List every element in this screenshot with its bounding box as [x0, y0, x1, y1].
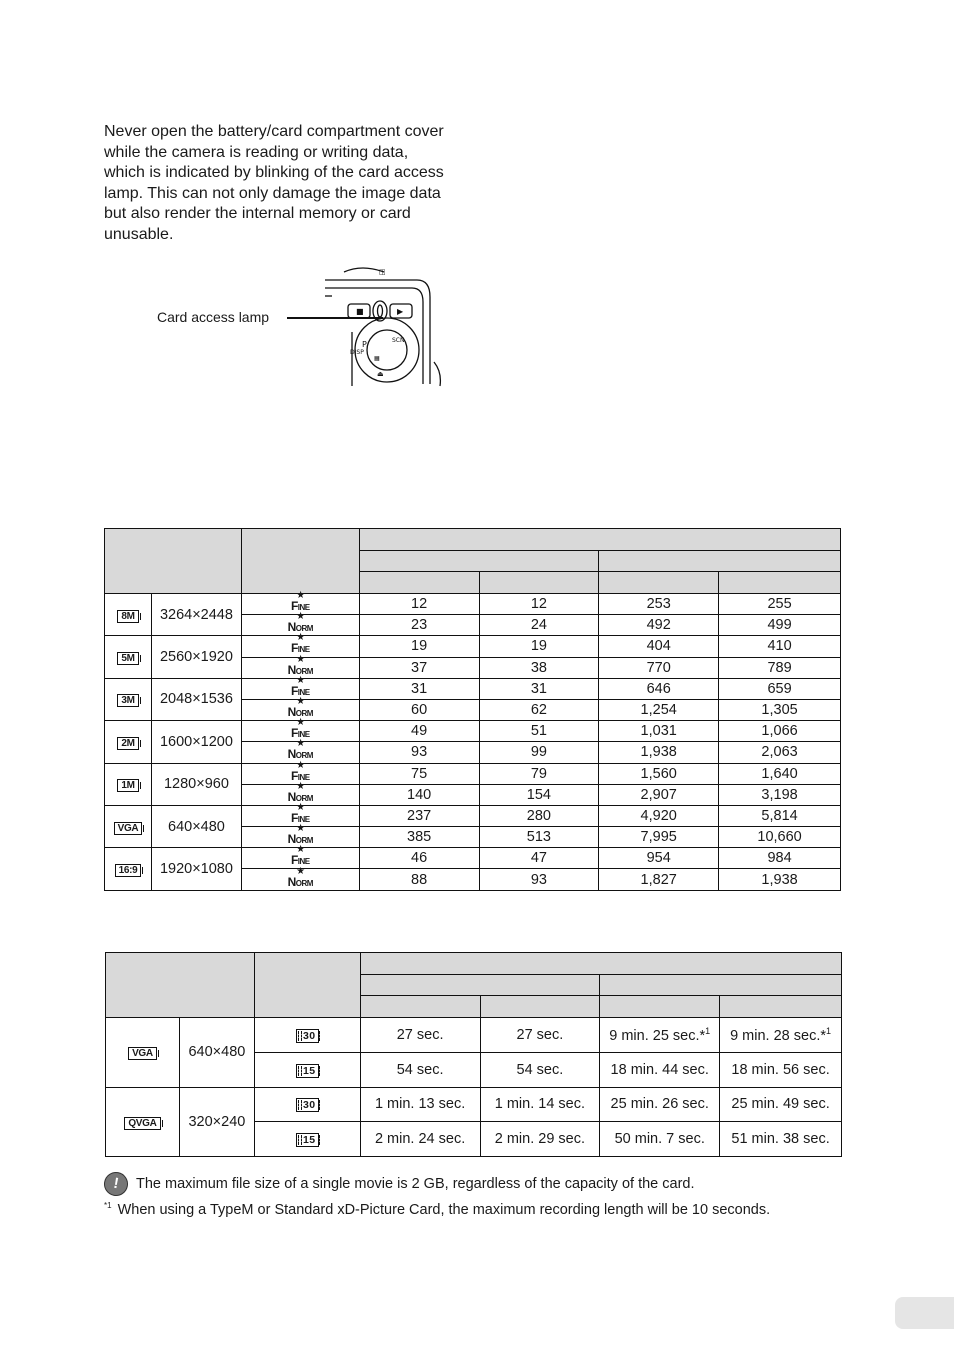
fine-quality-icon: [290, 759, 310, 783]
quality-rest: INE: [297, 772, 310, 782]
camera-illustration: [322, 262, 447, 387]
quality-rest: ORM: [295, 624, 313, 634]
star-icon: ★: [296, 674, 305, 686]
quality-rest: INE: [297, 687, 310, 697]
resolution-cell: 320×240: [179, 1087, 254, 1157]
value-cell: 3,198: [719, 784, 841, 805]
value-cell: 9 min. 25 sec.*$^1$: [600, 1018, 720, 1053]
star-icon: ★: [296, 844, 305, 856]
value-cell: 984: [719, 848, 841, 869]
image-size-icon: 1M: [117, 779, 138, 792]
resolution-cell: 2560×1920: [151, 636, 241, 678]
frame-rate-cell: [254, 1122, 360, 1157]
resolution-cell: 2048×1536: [151, 678, 241, 720]
image-size-icon: 16:9: [115, 864, 142, 877]
star-icon: ★: [296, 632, 305, 644]
value-cell: 25 min. 49 sec.: [720, 1087, 842, 1122]
fine-quality-icon: [290, 674, 310, 698]
value-cell: 410: [719, 636, 841, 657]
value-cell: 237: [359, 805, 479, 826]
value-cell: 2,063: [719, 742, 841, 763]
value-cell: 404: [599, 636, 719, 657]
star-icon: ★: [296, 801, 305, 813]
quality-initial: F: [290, 853, 298, 868]
value-cell: 50 min. 7 sec.: [600, 1122, 720, 1157]
value-cell: 49: [359, 721, 479, 742]
image-size-icon: 5M: [117, 652, 138, 665]
image-size-icon-cell: [105, 763, 152, 805]
svg-text:DISP: DISP: [350, 349, 364, 356]
value-cell: 19: [359, 636, 479, 657]
table-row: [105, 636, 841, 657]
value-cell: 2 min. 24 sec.: [360, 1122, 480, 1157]
quality-rest: ORM: [295, 666, 313, 676]
star-icon: ★: [296, 823, 305, 835]
header-internal-memory: [359, 550, 599, 572]
quality-rest: INE: [297, 730, 310, 740]
quality-initial: N: [287, 705, 296, 720]
header-without-sound: [720, 996, 842, 1018]
value-cell: 1,305: [719, 699, 841, 720]
value-cell: 93: [479, 869, 599, 890]
star-icon: ★: [296, 759, 305, 771]
quality-rest: ORM: [295, 878, 313, 888]
value-cell: 5,814: [719, 805, 841, 826]
value-cell: 646: [599, 678, 719, 699]
table-row: [106, 1087, 842, 1122]
movie-size-icon: VGA: [128, 1047, 157, 1060]
movie-size-icon-cell: [106, 1018, 180, 1088]
normal-quality-icon: [287, 865, 313, 889]
quality-initial: N: [287, 747, 296, 762]
value-cell: 1,640: [719, 763, 841, 784]
quality-rest: ORM: [295, 793, 313, 803]
intro-paragraph: Never open the battery/card compartment cover while the camera is reading or writing data, which is indicated by blinking of the card access lamp. This can not only damage the image data but also render the internal memory or card unusable.: [104, 123, 444, 243]
normal-quality-icon: [287, 653, 313, 677]
quality-initial: N: [287, 832, 296, 847]
header-with-sound: [599, 572, 719, 594]
quality-norm-cell: [241, 865, 359, 890]
quality-rest: INE: [297, 857, 310, 867]
value-cell: 47: [479, 848, 599, 869]
quality-rest: ORM: [295, 709, 313, 719]
footnote-ref: 1: [705, 1025, 711, 1036]
fine-quality-icon: [290, 844, 310, 868]
footnote-ref: 1: [826, 1025, 832, 1036]
star-icon: ★: [296, 696, 305, 708]
resolution-cell: 1280×960: [151, 763, 241, 805]
value-cell: 60: [359, 699, 479, 720]
fine-quality-icon: [290, 590, 310, 614]
image-size-icon: 8M: [117, 610, 138, 623]
star-icon: ★: [296, 780, 305, 792]
value-cell: 1,254: [599, 699, 719, 720]
value-cell: 7,995: [599, 827, 719, 848]
resolution-cell: 640×480: [151, 805, 241, 847]
normal-quality-icon: [287, 780, 313, 804]
header-number-of-images: [359, 529, 840, 551]
resolution-cell: 1920×1080: [151, 848, 241, 890]
value-cell: 75: [359, 763, 479, 784]
value-cell: 1,827: [599, 869, 719, 890]
value-cell: 1,066: [719, 721, 841, 742]
value-cell: 51: [479, 721, 599, 742]
value-cell: 9 min. 28 sec.*$^1$: [720, 1018, 842, 1053]
quality-initial: F: [290, 641, 298, 656]
svg-text:■: ■: [356, 307, 364, 316]
page-number-tab: [895, 1297, 954, 1329]
quality-rest: ORM: [295, 836, 313, 846]
value-cell: 1 min. 14 sec.: [480, 1087, 600, 1122]
image-size-icon-cell: [105, 678, 152, 720]
image-size-icon-cell: [105, 594, 152, 636]
movie-size-icon-cell: [106, 1087, 180, 1157]
image-size-icon-cell: [105, 636, 152, 678]
value-cell: 31: [479, 678, 599, 699]
quality-initial: F: [290, 768, 298, 783]
star-icon: ★: [296, 738, 305, 750]
value-cell: 1,938: [719, 869, 841, 890]
value-cell: 46: [359, 848, 479, 869]
resolution-cell: 640×480: [179, 1018, 254, 1088]
header-without-sound: [719, 572, 841, 594]
still-table-body: [105, 590, 841, 891]
star-icon: ★: [296, 611, 305, 623]
image-size-icon: VGA: [114, 822, 143, 835]
image-size-icon-cell: [105, 805, 152, 847]
value-cell: 25 min. 26 sec.: [600, 1087, 720, 1122]
value-cell: 1,938: [599, 742, 719, 763]
frame-rate-icon: 15: [296, 1133, 319, 1147]
svg-text:SCN: SCN: [392, 337, 405, 344]
value-cell: 12: [359, 594, 479, 615]
image-size-icon-cell: [105, 848, 152, 890]
value-cell: 93: [359, 742, 479, 763]
value-cell: 770: [599, 657, 719, 678]
header-image-size: [106, 953, 255, 1018]
table-row: [105, 678, 841, 699]
value-cell: 38: [479, 657, 599, 678]
header-internal-memory: [360, 974, 600, 996]
svg-text:▦: ▦: [374, 355, 380, 362]
value-cell: 18 min. 44 sec.: [600, 1052, 720, 1087]
value-cell: 1,031: [599, 721, 719, 742]
star-icon: ★: [296, 590, 305, 602]
image-size-icon: 2M: [117, 737, 138, 750]
star-icon: ★: [296, 653, 305, 665]
table-row: [105, 848, 841, 869]
value-cell: 954: [599, 848, 719, 869]
header-card: [600, 974, 842, 996]
quality-initial: N: [287, 789, 296, 804]
resolution-cell: 3264×2448: [151, 594, 241, 636]
footnote: [104, 1201, 770, 1218]
value-cell: 37: [359, 657, 479, 678]
value-cell: 385: [359, 827, 479, 848]
value-cell: 19: [479, 636, 599, 657]
value-cell: 789: [719, 657, 841, 678]
value-cell: 255: [719, 594, 841, 615]
svg-text:P: P: [362, 340, 367, 349]
frame-rate-icon: 30: [296, 1029, 319, 1043]
value-cell: 1 min. 13 sec.: [360, 1087, 480, 1122]
value-cell: 27 sec.: [360, 1018, 480, 1053]
header-with-sound: [600, 996, 720, 1018]
normal-quality-icon: [287, 696, 313, 720]
header-with-sound: [359, 572, 479, 594]
value-cell: 23: [359, 615, 479, 636]
normal-quality-icon: [287, 611, 313, 635]
svg-text:⏏: ⏏: [377, 370, 384, 378]
value-cell: 280: [479, 805, 599, 826]
still-image-capacity-table: [104, 528, 841, 891]
value-cell: 54 sec.: [360, 1052, 480, 1087]
quality-rest: ORM: [295, 751, 313, 761]
quality-rest: INE: [297, 814, 310, 824]
value-cell: 31: [359, 678, 479, 699]
quality-initial: F: [290, 683, 298, 698]
table-row: [105, 805, 841, 826]
value-cell: 18 min. 56 sec.: [720, 1052, 842, 1087]
footnote-marker: *1: [104, 1201, 112, 1210]
quality-rest: INE: [297, 645, 310, 655]
fine-quality-icon: [290, 717, 310, 741]
table-row: [105, 594, 841, 615]
value-cell: 253: [599, 594, 719, 615]
table-row: [106, 1018, 842, 1053]
value-cell: 2 min. 29 sec.: [480, 1122, 600, 1157]
svg-text:▶: ▶: [397, 307, 404, 316]
image-size-icon-cell: [105, 721, 152, 763]
callout-label: Card access lamp: [157, 309, 270, 325]
value-cell: 492: [599, 615, 719, 636]
frame-rate-cell: [254, 1052, 360, 1087]
value-cell: 659: [719, 678, 841, 699]
quality-initial: F: [290, 599, 298, 614]
fine-quality-icon: [290, 801, 310, 825]
value-cell: 24: [479, 615, 599, 636]
movie-size-note: [104, 1172, 695, 1196]
star-icon: ★: [296, 865, 305, 877]
exclamation-icon: !: [102, 1170, 130, 1198]
table-row: [105, 763, 841, 784]
header-compression: [241, 529, 359, 594]
value-cell: 513: [479, 827, 599, 848]
normal-quality-icon: [287, 738, 313, 762]
star-icon: ★: [296, 717, 305, 729]
value-cell: 1,560: [599, 763, 719, 784]
value-cell: 2,907: [599, 784, 719, 805]
movie-table-body: [106, 1018, 842, 1157]
value-cell: 79: [479, 763, 599, 784]
value-cell: 27 sec.: [480, 1018, 600, 1053]
value-cell: 499: [719, 615, 841, 636]
value-cell: 10,660: [719, 827, 841, 848]
value-cell: 4,920: [599, 805, 719, 826]
value-cell: 99: [479, 742, 599, 763]
note-text: The maximum file size of a single movie is 2 GB, regardless of the capacity of the card.: [136, 1176, 695, 1192]
value-cell: 12: [479, 594, 599, 615]
header-recording-length: [360, 953, 841, 975]
normal-quality-icon: [287, 823, 313, 847]
header-without-sound: [479, 572, 599, 594]
value-cell: 62: [479, 699, 599, 720]
fine-quality-icon: [290, 632, 310, 656]
header-without-sound: [480, 996, 600, 1018]
quality-initial: N: [287, 874, 296, 889]
quality-initial: F: [290, 810, 298, 825]
camera-figure: [150, 262, 450, 387]
frame-rate-icon: 30: [296, 1098, 319, 1112]
svg-text:◫: ◫: [379, 268, 386, 276]
frame-rate-cell: [254, 1087, 360, 1122]
movie-recording-length-table: [105, 952, 842, 1157]
image-size-icon: 3M: [117, 694, 138, 707]
value-cell: 154: [479, 784, 599, 805]
header-image-size: [105, 529, 242, 594]
frame-rate-icon: 15: [296, 1064, 319, 1078]
value-cell: 51 min. 38 sec.: [720, 1122, 842, 1157]
value-cell: 54 sec.: [480, 1052, 600, 1087]
value-cell: 88: [359, 869, 479, 890]
resolution-cell: 1600×1200: [151, 721, 241, 763]
quality-initial: F: [290, 726, 298, 741]
quality-rest: INE: [297, 603, 310, 613]
table-row: [105, 721, 841, 742]
quality-initial: N: [287, 620, 296, 635]
footnote-text: When using a TypeM or Standard xD-Picture Card, the maximum recording length will be 10 seconds.: [117, 1201, 771, 1218]
header-frame-rate: [254, 953, 360, 1018]
header-with-sound: [360, 996, 480, 1018]
frame-rate-cell: [254, 1018, 360, 1053]
value-cell: 140: [359, 784, 479, 805]
movie-size-icon: QVGA: [124, 1117, 160, 1130]
quality-initial: N: [287, 662, 296, 677]
header-card: [599, 550, 841, 572]
